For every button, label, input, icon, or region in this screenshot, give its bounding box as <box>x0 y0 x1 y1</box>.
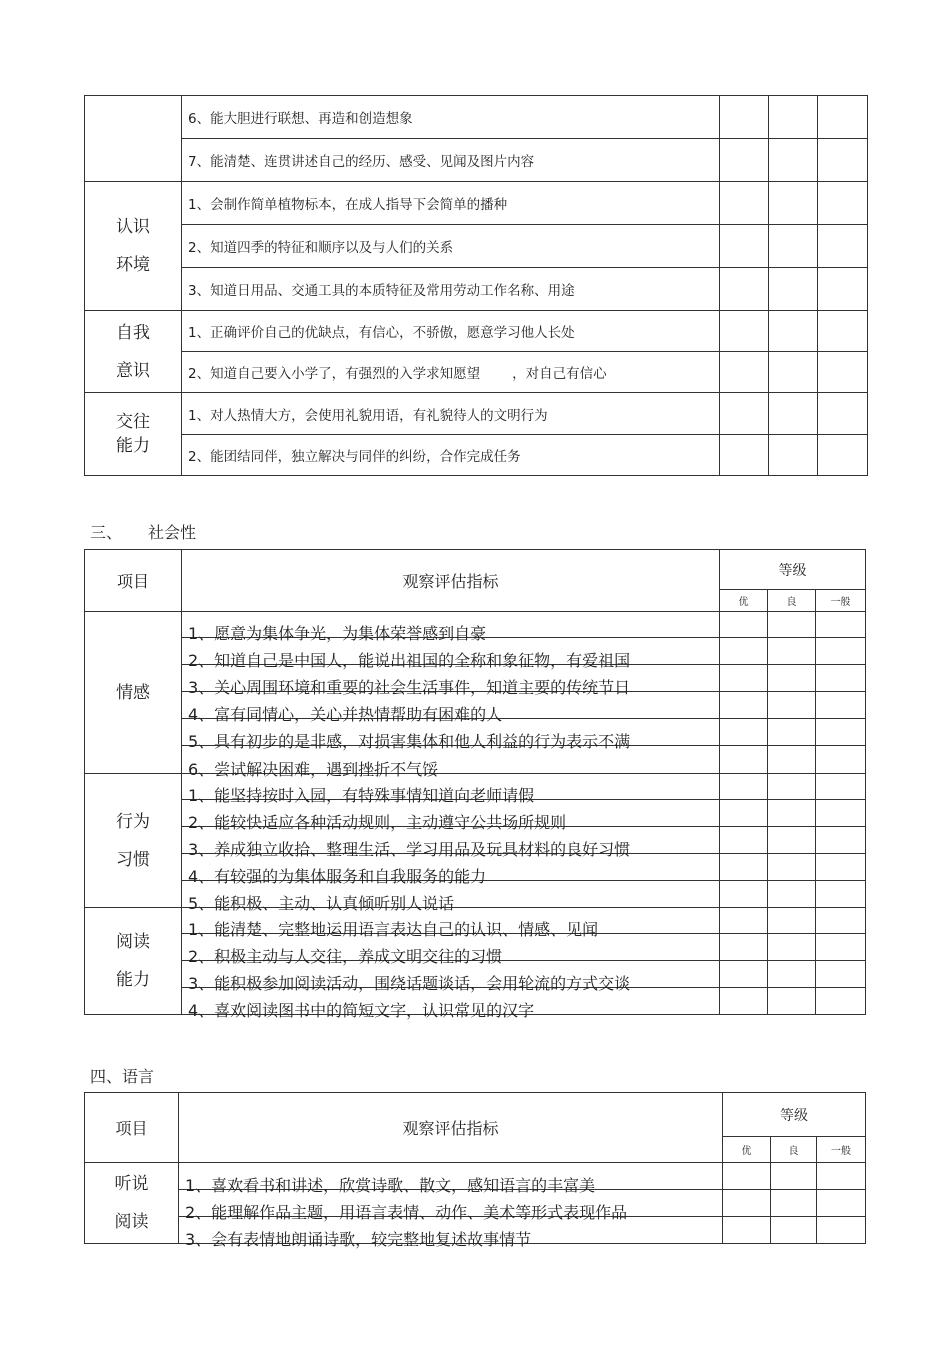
grade-checkbox-good[interactable] <box>723 1217 771 1244</box>
grade-checkbox-average[interactable] <box>816 934 866 961</box>
grade-checkbox-good[interactable] <box>720 692 768 719</box>
grade-checkbox-good[interactable] <box>720 800 768 827</box>
grade-checkbox-average[interactable] <box>816 719 866 746</box>
table-row <box>85 139 868 182</box>
grade-checkbox-fair[interactable] <box>768 881 816 908</box>
indicator-cell: 2、能较快适应各种活动规则，主动遵守公共场所规则 <box>182 800 720 827</box>
category-cell <box>85 96 182 182</box>
grade-checkbox-good[interactable] <box>723 1163 771 1190</box>
table-social <box>84 549 866 1020</box>
grade-checkbox-fair[interactable] <box>769 182 818 225</box>
grade-level-average: 一般 <box>817 1137 866 1163</box>
grade-checkbox-good[interactable] <box>723 1190 771 1217</box>
grade-checkbox-good[interactable] <box>720 988 768 1015</box>
grade-checkbox-good[interactable] <box>720 638 768 665</box>
grade-checkbox-average[interactable] <box>816 827 866 854</box>
grade-checkbox-average[interactable] <box>818 96 868 139</box>
indicator-cell: 1、能清楚、完整地运用语言表达自己的认识、情感、见闻 <box>182 908 720 934</box>
grade-checkbox-fair[interactable] <box>768 665 816 692</box>
indicator-cell: 3、能积极参加阅读活动，围绕话题谈话，会用轮流的方式交谈 <box>182 961 720 988</box>
grade-checkbox-average[interactable] <box>816 961 866 988</box>
grade-checkbox-average[interactable] <box>818 139 868 182</box>
grade-checkbox-average[interactable] <box>816 854 866 881</box>
table-row <box>85 268 868 311</box>
indicator-cell: 2、知道自己是中国人，能说出祖国的全称和象征物，有爱祖国 <box>182 638 720 665</box>
table-row <box>85 225 868 268</box>
grade-checkbox-average[interactable] <box>818 435 868 476</box>
grade-checkbox-average[interactable] <box>816 746 866 774</box>
grade-checkbox-fair[interactable] <box>769 435 818 476</box>
table-header-row <box>85 1093 866 1137</box>
grade-checkbox-fair[interactable] <box>768 774 816 800</box>
grade-checkbox-average[interactable] <box>818 225 868 268</box>
grade-checkbox-fair[interactable] <box>771 1217 817 1244</box>
grade-checkbox-good[interactable] <box>720 934 768 961</box>
indicator-cell: 1、正确评价自己的优缺点，有信心，不骄傲，愿意学习他人长处 <box>182 311 720 352</box>
category-emotion: 情感 <box>85 612 182 774</box>
grade-checkbox-good[interactable] <box>720 393 769 435</box>
grade-checkbox-fair[interactable] <box>769 225 818 268</box>
grade-checkbox-average[interactable] <box>818 311 868 352</box>
table-row <box>85 311 868 352</box>
grade-checkbox-fair[interactable] <box>769 96 818 139</box>
indicator-cell: 4、富有同情心，关心并热情帮助有困难的人 <box>182 692 720 719</box>
table-row <box>85 612 866 638</box>
category-behavior: 行为 习惯 <box>85 774 182 908</box>
indicator-cell: 3、关心周围环境和重要的社会生活事件，知道主要的传统节日 <box>182 665 720 692</box>
grade-checkbox-good[interactable] <box>720 435 769 476</box>
grade-checkbox-average[interactable] <box>816 800 866 827</box>
grade-level-excellent: 优 <box>720 590 768 612</box>
grade-checkbox-good[interactable] <box>720 225 769 268</box>
grade-checkbox-fair[interactable] <box>768 988 816 1015</box>
grade-checkbox-average[interactable] <box>818 352 868 393</box>
grade-checkbox-fair[interactable] <box>769 268 818 311</box>
grade-checkbox-fair[interactable] <box>771 1190 817 1217</box>
category-reading: 阅读 能力 <box>85 908 182 1015</box>
grade-level-excellent: 优 <box>723 1137 771 1163</box>
grade-checkbox-fair[interactable] <box>771 1163 817 1190</box>
grade-checkbox-fair[interactable] <box>768 908 816 934</box>
indicator-cell: 4、喜欢阅读图书中的简短文字，认识常见的汉字 <box>182 988 720 1015</box>
column-header-indicator: 观察评估指标 <box>182 550 720 612</box>
table-row <box>85 1163 866 1190</box>
indicator-cell: 1、会制作简单植物标本，在成人指导下会简单的播种 <box>182 182 720 225</box>
grade-checkbox-average[interactable] <box>816 881 866 908</box>
column-header-indicator: 观察评估指标 <box>179 1093 723 1163</box>
table-row <box>85 393 868 435</box>
grade-checkbox-good[interactable] <box>720 268 769 311</box>
grade-checkbox-good[interactable] <box>720 746 768 774</box>
grade-checkbox-average[interactable] <box>817 1190 866 1217</box>
grade-level-average: 一般 <box>816 590 866 612</box>
table-row <box>85 182 868 225</box>
table-header-row <box>85 550 866 590</box>
grade-checkbox-good[interactable] <box>720 139 769 182</box>
grade-checkbox-average[interactable] <box>816 638 866 665</box>
section-heading-social: 三、 社会性 <box>90 523 197 542</box>
grade-checkbox-good[interactable] <box>720 827 768 854</box>
grade-checkbox-good[interactable] <box>720 311 769 352</box>
table-row <box>85 96 868 139</box>
grade-checkbox-fair[interactable] <box>768 854 816 881</box>
indicator-cell: 3、会有表情地朗诵诗歌，较完整地复述故事情节 <box>179 1217 723 1244</box>
grade-checkbox-fair[interactable] <box>769 393 818 435</box>
category-social: 交往 能力 <box>85 393 182 476</box>
grade-checkbox-fair[interactable] <box>768 827 816 854</box>
grade-checkbox-good[interactable] <box>720 881 768 908</box>
indicator-cell: 5、能积极、主动、认真倾听别人说话 <box>182 881 720 908</box>
grade-checkbox-good[interactable] <box>720 352 769 393</box>
grade-checkbox-average[interactable] <box>818 182 868 225</box>
grade-checkbox-good[interactable] <box>720 665 768 692</box>
grade-checkbox-average[interactable] <box>816 692 866 719</box>
indicator-cell: 1、能坚持按时入园，有特殊事情知道向老师请假 <box>182 774 720 800</box>
grade-checkbox-fair[interactable] <box>769 139 818 182</box>
grade-checkbox-good[interactable] <box>720 612 768 638</box>
indicator-cell: 2、积极主动与人交往，养成文明交往的习惯 <box>182 934 720 961</box>
grade-checkbox-average[interactable] <box>816 612 866 638</box>
column-header-item: 项目 <box>85 550 182 612</box>
grade-checkbox-average[interactable] <box>817 1163 866 1190</box>
grade-checkbox-fair[interactable] <box>768 612 816 638</box>
indicator-cell: 1、愿意为集体争光，为集体荣誉感到自豪 <box>182 612 720 638</box>
category-listening-reading: 听说 阅读 <box>85 1163 179 1244</box>
table-row <box>85 435 868 476</box>
table-language <box>84 1092 866 1249</box>
grade-checkbox-average[interactable] <box>816 908 866 934</box>
grade-checkbox-fair[interactable] <box>769 352 818 393</box>
grade-level-good: 良 <box>768 590 816 612</box>
grade-checkbox-fair[interactable] <box>768 934 816 961</box>
indicator-cell: 2、知道自己要入小学了，有强烈的入学求知愿望 ，对自己有信心 <box>182 352 720 393</box>
grade-checkbox-fair[interactable] <box>768 638 816 665</box>
indicator-cell: 4、有较强的为集体服务和自我服务的能力 <box>182 854 720 881</box>
grade-checkbox-fair[interactable] <box>768 746 816 774</box>
indicator-cell: 6、能大胆进行联想、再造和创造想象 <box>182 96 720 139</box>
grade-checkbox-good[interactable] <box>720 961 768 988</box>
grade-checkbox-average[interactable] <box>816 665 866 692</box>
grade-checkbox-good[interactable] <box>720 182 769 225</box>
grade-checkbox-fair[interactable] <box>768 800 816 827</box>
column-header-grade: 等级 <box>723 1093 866 1137</box>
grade-checkbox-average[interactable] <box>816 774 866 800</box>
indicator-cell: 1、喜欢看书和讲述，欣赏诗歌、散文，感知语言的丰富美 <box>179 1163 723 1190</box>
indicator-cell: 2、能理解作品主题，用语言表情、动作、美术等形式表现作品 <box>179 1190 723 1217</box>
indicator-cell: 3、养成独立收拾、整理生活、学习用品及玩具材料的良好习惯 <box>182 827 720 854</box>
category-self: 自我 意识 <box>85 311 182 393</box>
table-continued <box>84 95 868 476</box>
indicator-cell: 2、能团结同伴，独立解决与同伴的纠纷，合作完成任务 <box>182 435 720 476</box>
grade-checkbox-average[interactable] <box>816 988 866 1015</box>
grade-checkbox-fair[interactable] <box>769 311 818 352</box>
indicator-cell: 1、对人热情大方，会使用礼貌用语，有礼貌待人的文明行为 <box>182 393 720 435</box>
table-row <box>85 352 868 393</box>
grade-checkbox-good[interactable] <box>720 96 769 139</box>
grade-checkbox-fair[interactable] <box>768 719 816 746</box>
column-header-item: 项目 <box>85 1093 179 1163</box>
grade-checkbox-average[interactable] <box>818 268 868 311</box>
grade-checkbox-good[interactable] <box>720 908 768 934</box>
indicator-cell: 7、能清楚、连贯讲述自己的经历、感受、见闻及图片内容 <box>182 139 720 182</box>
grade-checkbox-good[interactable] <box>720 719 768 746</box>
section-heading-language: 四、语言 <box>90 1067 155 1086</box>
indicator-cell: 6、尝试解决困难，遇到挫折不气馁 <box>182 746 720 774</box>
grade-level-good: 良 <box>771 1137 817 1163</box>
grade-checkbox-fair[interactable] <box>768 692 816 719</box>
indicator-cell: 3、知道日用品、交通工具的本质特征及常用劳动工作名称、用途 <box>182 268 720 311</box>
grade-checkbox-fair[interactable] <box>768 961 816 988</box>
category-environment: 认识 环境 <box>85 182 182 311</box>
grade-checkbox-good[interactable] <box>720 854 768 881</box>
grade-checkbox-average[interactable] <box>817 1217 866 1244</box>
column-header-grade: 等级 <box>720 550 866 590</box>
grade-checkbox-average[interactable] <box>818 393 868 435</box>
indicator-cell: 5、具有初步的是非感，对损害集体和他人利益的行为表示不满 <box>182 719 720 746</box>
grade-checkbox-good[interactable] <box>720 774 768 800</box>
indicator-cell: 2、知道四季的特征和顺序以及与人们的关系 <box>182 225 720 268</box>
